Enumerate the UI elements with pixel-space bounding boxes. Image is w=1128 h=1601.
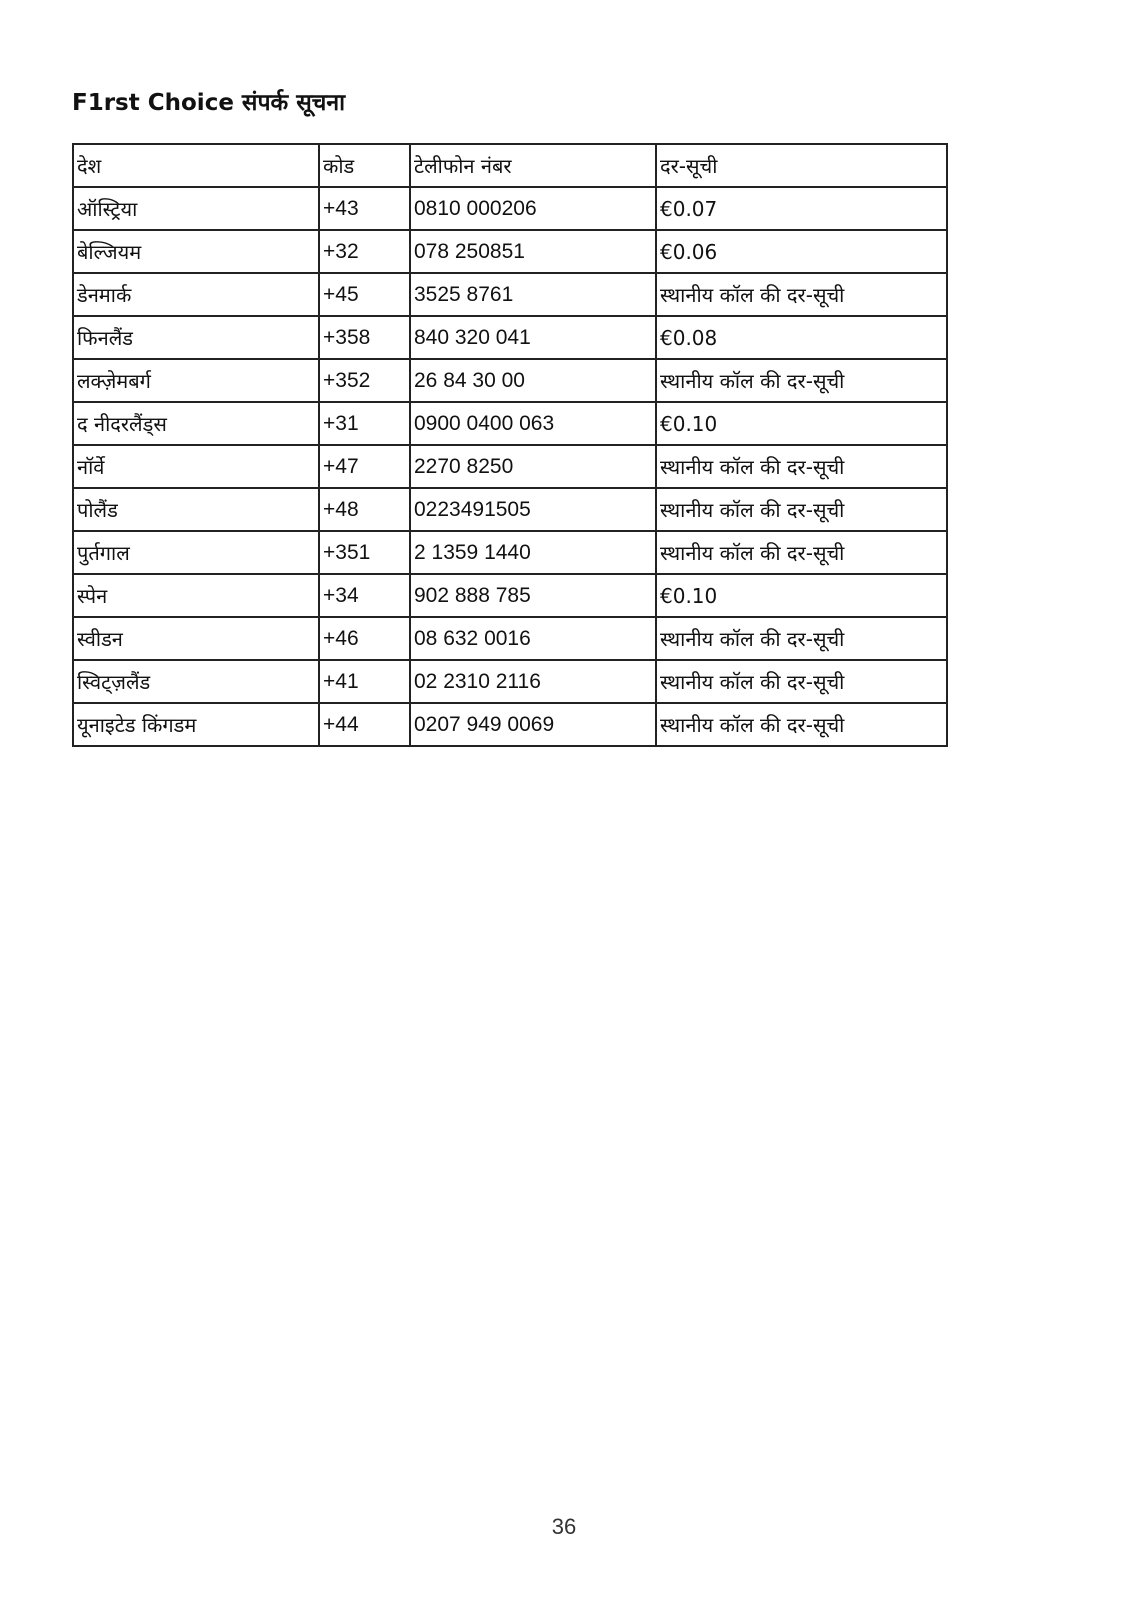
cell-country: स्वीडन <box>73 617 319 660</box>
cell-phone: 2270 8250 <box>410 445 656 488</box>
page-title: F1rst Choice संपर्क सूचना <box>72 90 346 116</box>
cell-rate: स्थानीय कॉल की दर-सूची <box>656 617 947 660</box>
cell-rate: स्थानीय कॉल की दर-सूची <box>656 531 947 574</box>
cell-code: +45 <box>319 273 410 316</box>
table-row <box>73 617 947 660</box>
cell-code: +43 <box>319 187 410 230</box>
cell-code: +358 <box>319 316 410 359</box>
header-code: कोड <box>319 144 410 187</box>
cell-country: ऑस्ट्रिया <box>73 187 319 230</box>
cell-country: पोलैंड <box>73 488 319 531</box>
cell-country: नॉर्वे <box>73 445 319 488</box>
cell-rate: €0.07 <box>656 187 947 230</box>
cell-code: +44 <box>319 703 410 746</box>
cell-country: स्पेन <box>73 574 319 617</box>
table-row <box>73 273 947 316</box>
cell-phone: 840 320 041 <box>410 316 656 359</box>
cell-code: +34 <box>319 574 410 617</box>
cell-code: +48 <box>319 488 410 531</box>
table-row <box>73 660 947 703</box>
table-row <box>73 230 947 273</box>
cell-code: +46 <box>319 617 410 660</box>
cell-code: +351 <box>319 531 410 574</box>
table-row <box>73 703 947 746</box>
cell-country: लक्ज़ेमबर्ग <box>73 359 319 402</box>
cell-phone: 02 2310 2116 <box>410 660 656 703</box>
table-row <box>73 445 947 488</box>
cell-phone: 26 84 30 00 <box>410 359 656 402</box>
cell-phone: 2 1359 1440 <box>410 531 656 574</box>
cell-rate: स्थानीय कॉल की दर-सूची <box>656 359 947 402</box>
cell-country: बेल्जियम <box>73 230 319 273</box>
cell-rate: स्थानीय कॉल की दर-सूची <box>656 445 947 488</box>
table-row <box>73 359 947 402</box>
table-row <box>73 574 947 617</box>
cell-code: +31 <box>319 402 410 445</box>
cell-phone: 0207 949 0069 <box>410 703 656 746</box>
page-number: 36 <box>551 1514 577 1539</box>
table-row <box>73 531 947 574</box>
table-row <box>73 488 947 531</box>
cell-rate: स्थानीय कॉल की दर-सूची <box>656 488 947 531</box>
cell-rate: €0.08 <box>656 316 947 359</box>
cell-code: +41 <box>319 660 410 703</box>
cell-rate: €0.10 <box>656 574 947 617</box>
cell-phone: 3525 8761 <box>410 273 656 316</box>
cell-phone: 08 632 0016 <box>410 617 656 660</box>
table-row <box>73 187 947 230</box>
cell-country: पुर्तगाल <box>73 531 319 574</box>
cell-country: फिनलैंड <box>73 316 319 359</box>
cell-country: द नीदरलैंड्स <box>73 402 319 445</box>
header-country: देश <box>73 144 319 187</box>
contact-table <box>72 143 948 747</box>
cell-rate: €0.06 <box>656 230 947 273</box>
table-row <box>73 402 947 445</box>
cell-rate: €0.10 <box>656 402 947 445</box>
cell-country: स्विट्ज़लैंड <box>73 660 319 703</box>
table-row <box>73 316 947 359</box>
cell-code: +47 <box>319 445 410 488</box>
cell-phone: 0810 000206 <box>410 187 656 230</box>
cell-country: डेनमार्क <box>73 273 319 316</box>
cell-code: +352 <box>319 359 410 402</box>
cell-rate: स्थानीय कॉल की दर-सूची <box>656 660 947 703</box>
cell-phone: 078 250851 <box>410 230 656 273</box>
cell-code: +32 <box>319 230 410 273</box>
header-phone-number: टेलीफोन नंबर <box>410 144 656 187</box>
cell-phone: 0900 0400 063 <box>410 402 656 445</box>
cell-rate: स्थानीय कॉल की दर-सूची <box>656 273 947 316</box>
cell-phone: 0223491505 <box>410 488 656 531</box>
cell-rate: स्थानीय कॉल की दर-सूची <box>656 703 947 746</box>
table-header-row <box>73 144 947 187</box>
cell-phone: 902 888 785 <box>410 574 656 617</box>
cell-country: यूनाइटेड किंगडम <box>73 703 319 746</box>
header-rate: दर-सूची <box>656 144 947 187</box>
